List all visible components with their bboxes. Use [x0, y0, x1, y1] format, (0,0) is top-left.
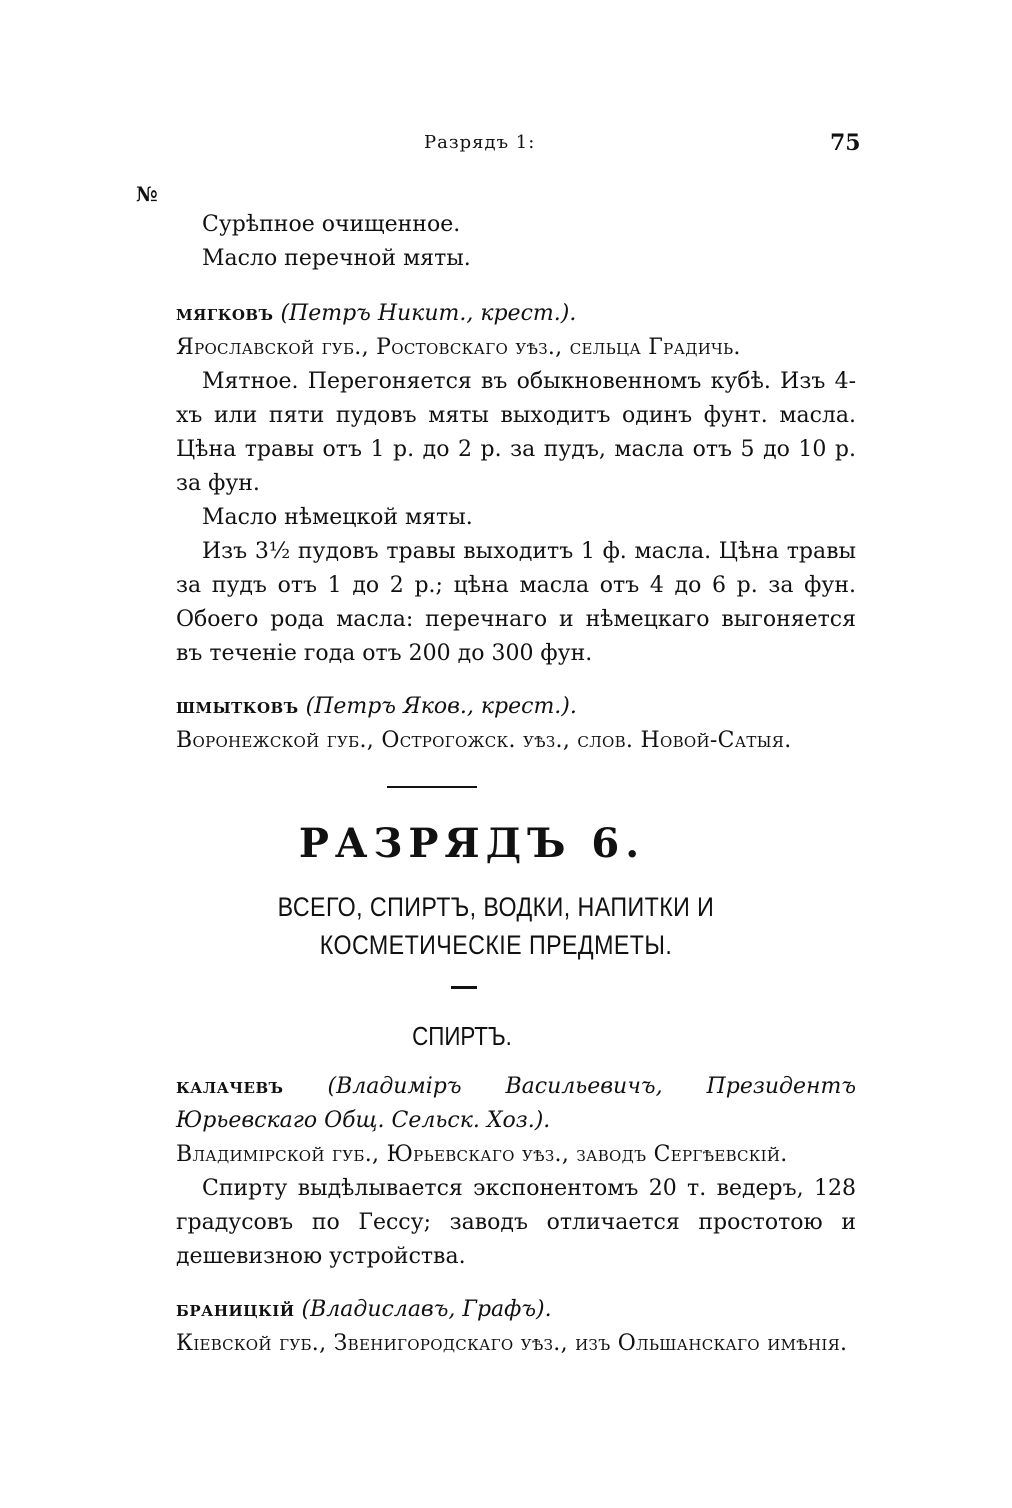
entry-kalachev [176, 1069, 856, 1274]
page-content [176, 208, 856, 1361]
subsection-heading: СПИРТЪ. [412, 1021, 512, 1051]
entry-heading [176, 689, 856, 724]
entry-myagkov [176, 296, 856, 671]
exhibitor-name: шмытковъ [176, 693, 299, 719]
product-line: Масло перечной мяты. [202, 246, 471, 271]
exhibitor-details: (Петръ Никит., крест.). [280, 301, 577, 326]
product-line: Сурѣпное очищенное. [202, 212, 461, 237]
entry-text: Изъ 3½ пудовъ травы выходитъ 1 ф. масла. Цѣна травы за пудъ отъ 1 до 2 р.; цѣна масла отъ 4 до 6 р. за фун. Обоего рода масла: перечнаго и нѣмецкаго выгоняется въ теченіе года отъ 200 до 300 фун. [176, 539, 856, 666]
entry-heading [176, 1292, 856, 1327]
exhibitor-address: Ярославской губ., Ростовскаго уѣз., сельца Градичь. [176, 335, 741, 360]
exhibitor-details: (Владиміръ Васильевичъ, Президентъ Юрьевскаго Общ. Сельск. Хоз.). [176, 1074, 856, 1133]
product-line: Масло нѣмецкой мяты. [202, 505, 473, 530]
entry-text: Спирту выдѣлывается экспонентомъ 20 т. ведеръ, 128 градусовъ по Гессу; заводъ отличается простотою и дешевизною устройства. [176, 1176, 856, 1269]
numero-sign: № [136, 182, 158, 206]
exhibitor-name: мягковъ [176, 300, 274, 326]
divider-rule [451, 986, 477, 989]
exhibitor-name: калачевъ [176, 1073, 284, 1099]
running-head: Разрядъ 1: [424, 132, 536, 153]
divider-rule [387, 786, 477, 788]
exhibitor-name: браницкій [176, 1296, 295, 1322]
entry-heading [176, 1069, 856, 1138]
section-subtitle: ВСЕГО, СПИРТЪ, ВОДКИ, НАПИТКИ И КОСМЕТИЧЕСКІЕ ПРЕДМЕТЫ. [277, 892, 715, 960]
entry-branitsky [176, 1292, 856, 1361]
exhibitor-details: (Петръ Яков., крест.). [305, 694, 577, 719]
page-number: 75 [830, 130, 861, 156]
section-title: РАЗРЯДЪ 6. [298, 820, 646, 867]
exhibitor-address: Кіевской губ., Звенигородскаго уѣз., изъ Ольшанскаго имѣнія. [176, 1331, 848, 1356]
exhibitor-details: (Владиславъ, Графъ). [301, 1297, 552, 1322]
entry-text: Мятное. Перегоняется въ обыкновенномъ кубѣ. Изъ 4-хъ или пяти пудовъ мяты выходитъ одинъ фунт. масла. Цѣна травы отъ 1 р. до 2 р. за пудъ, масла отъ 5 до 10 р. за фун. [176, 369, 856, 496]
exhibitor-address: Владимірской губ., Юрьевскаго уѣз., заводъ Сергѣевскій. [176, 1142, 788, 1167]
entry-shmytkov [176, 689, 856, 758]
exhibitor-address: Воронежской губ., Острогожск. уѣз., слов. Новой-Сатыя. [176, 728, 792, 753]
entry-heading [176, 296, 856, 331]
